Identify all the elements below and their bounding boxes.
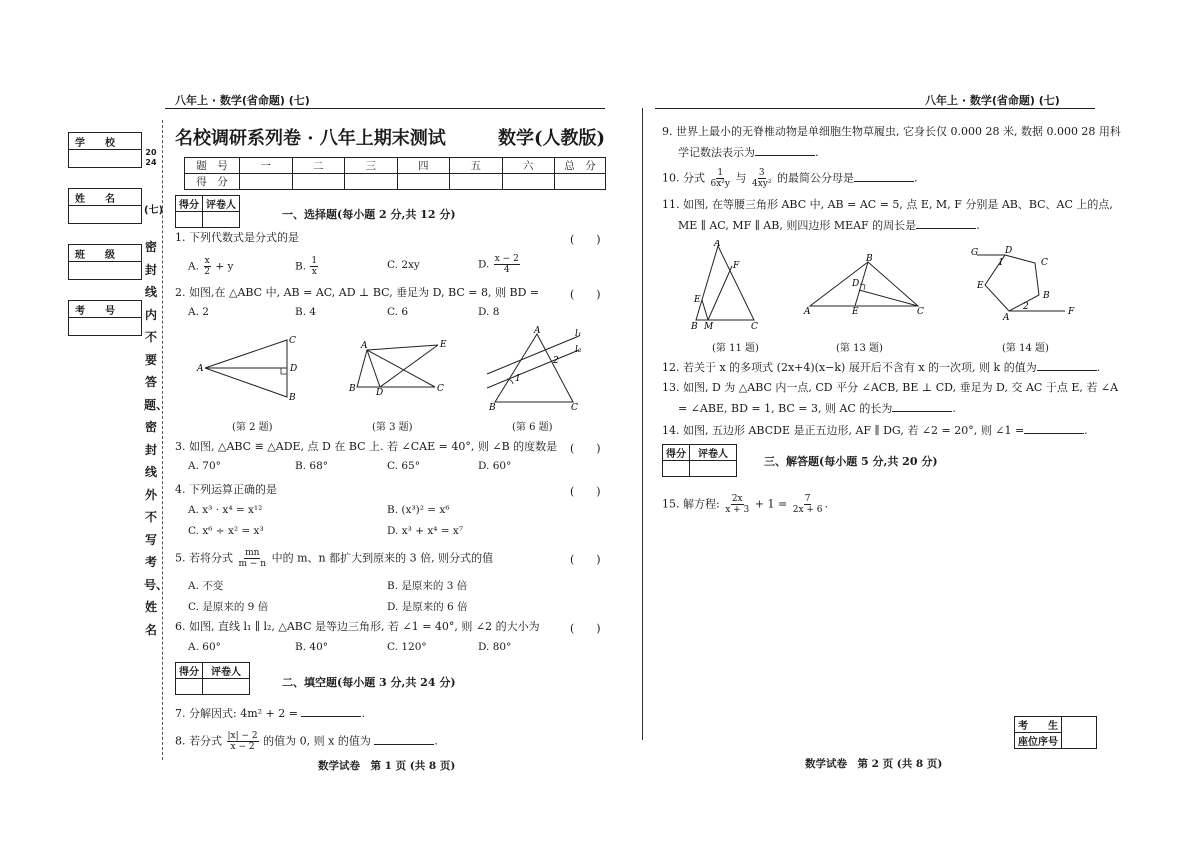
fig13-label-c: C bbox=[917, 307, 924, 317]
q6-option-a: A. 60° bbox=[188, 641, 221, 653]
fig2-label-b: B bbox=[289, 393, 296, 403]
fig14-label-c: C bbox=[1041, 258, 1048, 268]
grader-reviewer-cell[interactable] bbox=[203, 679, 250, 695]
grader-box-2 bbox=[175, 662, 250, 695]
fig14-label-b: B bbox=[1043, 291, 1050, 301]
q2-option-b: B. 4 bbox=[295, 306, 317, 318]
q2-option-a: A. 2 bbox=[188, 306, 209, 318]
q11-line1: 11. 如图, 在等腰三角形 ABC 中, AB = AC = 5, 点 E, M, F 分别是 AB、BC、AC 上的点, bbox=[662, 198, 1113, 211]
seat-label-2: 座位序号 bbox=[1015, 733, 1062, 749]
seal-line bbox=[162, 120, 163, 760]
q4-stem: 4. 下列运算正确的是 bbox=[175, 483, 277, 496]
page1-header: 八年上 · 数学(省命题) (七) bbox=[175, 94, 310, 107]
score-row-label: 得 分 bbox=[185, 174, 240, 190]
q7-stem: 7. 分解因式: 4m² + 2 = . bbox=[175, 707, 365, 720]
q3-stem: 3. 如图, △ABC ≌ △ADE, 点 D 在 BC 上. 若 ∠CAE = 40°, 则 ∠B 的度数是 bbox=[175, 440, 558, 453]
q1-answer[interactable]: ( ) bbox=[570, 233, 601, 246]
q6-answer[interactable]: ( ) bbox=[570, 622, 601, 635]
fig14-label-2: 2 bbox=[1023, 302, 1029, 312]
score-cell[interactable] bbox=[345, 174, 398, 190]
q6-option-b: B. 40° bbox=[295, 641, 329, 653]
grader-reviewer-label: 评卷人 bbox=[690, 445, 737, 461]
q12-answer-blank[interactable] bbox=[1037, 360, 1097, 371]
q10-stem: 10. 分式 $\frac{1}{\text{6x²y}}$ 与 $\frac{3}{\text{4xy²}}$ 的最简公分母是 . bbox=[662, 168, 918, 189]
fig3-label-a: A bbox=[361, 341, 368, 351]
q12-stem: 12. 若关于 x 的多项式 (2x+4)(x−k) 展开后不含有 x 的一次项, 则 k 的值为 . bbox=[662, 361, 1101, 374]
score-col: 总 分 bbox=[555, 158, 606, 174]
fig2-label-c: C bbox=[289, 336, 296, 346]
q5-option-a: A. 不变 bbox=[188, 580, 224, 592]
q7-answer-blank[interactable] bbox=[301, 706, 361, 717]
fig11-label-b: B bbox=[691, 322, 698, 332]
q1-stem: 1. 下列代数式是分式的是 bbox=[175, 231, 299, 244]
q9-line1: 9. 世界上最小的无脊椎动物是单细胞生物草履虫, 它身长仅 0.000 28 米, 数据 0.000 28 用科 bbox=[662, 125, 1121, 138]
figure-q14 bbox=[965, 243, 1075, 328]
side-year: 2024 bbox=[145, 148, 157, 167]
section-2-title: 二、填空题(每小题 3 分,共 24 分) bbox=[282, 676, 456, 689]
caption-q11: (第 11 题) bbox=[712, 343, 759, 354]
score-col: 一 bbox=[240, 158, 293, 174]
fig6-label-l1: l₁ bbox=[575, 329, 582, 339]
q3-option-a: A. 70° bbox=[188, 460, 221, 472]
section-3-title: 三、解答题(每小题 5 分,共 20 分) bbox=[764, 455, 938, 468]
q2-answer[interactable]: ( ) bbox=[570, 288, 601, 301]
fig11-label-a: A bbox=[714, 240, 721, 249]
q11-line2: ME ∥ AC, MF ∥ AB, 则四边形 MEAF 的周长是 . bbox=[678, 219, 980, 232]
score-header: 题 号 bbox=[185, 158, 240, 174]
exam-subject: 数学(人教版) bbox=[498, 128, 606, 149]
caption-q13: (第 13 题) bbox=[836, 343, 883, 354]
q2-option-d: D. 8 bbox=[478, 306, 500, 318]
q6-option-c: C. 120° bbox=[387, 641, 427, 653]
grader-reviewer-cell[interactable] bbox=[203, 212, 240, 228]
q1-option-b: B. $\frac{1}{x}$ bbox=[295, 256, 318, 277]
q15-stem: 15. 解方程: $\frac{2x}{x + 3}$ + 1 = $\frac{7}{2x + 6}$ . bbox=[662, 494, 829, 515]
q3-answer[interactable]: ( ) bbox=[570, 442, 601, 455]
q5-option-d: D. 是原来的 6 倍 bbox=[387, 601, 468, 613]
grader-score-label: 得分 bbox=[176, 196, 203, 212]
q5-option-b: B. 是原来的 3 倍 bbox=[387, 580, 468, 592]
score-col: 二 bbox=[292, 158, 345, 174]
fig6-label-1: 1 bbox=[515, 374, 521, 384]
caption-q6: (第 6 题) bbox=[512, 422, 553, 433]
q9-line2: 学记数法表示为 . bbox=[678, 146, 819, 159]
page2-header: 八年上 · 数学(省命题) (七) bbox=[925, 94, 1060, 107]
fig6-label-b: B bbox=[489, 403, 496, 411]
fig3-label-c: C bbox=[437, 384, 444, 394]
score-col: 四 bbox=[397, 158, 450, 174]
grader-score-cell[interactable] bbox=[176, 212, 203, 228]
grader-score-cell[interactable] bbox=[176, 679, 203, 695]
q4-option-a: A. x³ · x⁴ = x¹² bbox=[188, 504, 263, 516]
seat-number-cell[interactable] bbox=[1062, 717, 1097, 749]
score-cell[interactable] bbox=[240, 174, 293, 190]
fig2-label-d: D bbox=[290, 364, 298, 374]
fig13-label-b: B bbox=[866, 254, 873, 264]
seal-notice: 密封线内不要答题、密封线外不写考号、姓名 bbox=[144, 240, 169, 637]
class-label: 班 级 bbox=[69, 245, 141, 262]
fig3-label-d: D bbox=[376, 388, 384, 395]
q8-stem: 8. 若分式 $\frac{|x| - 2}{x - 2}$ 的值为 0, 则 x 的值为 . bbox=[175, 731, 438, 752]
side-volume: (七) bbox=[144, 205, 164, 216]
school-field[interactable] bbox=[68, 132, 142, 168]
q4-option-d: D. x³ + x⁴ = x⁷ bbox=[387, 525, 464, 537]
fig2-label-a: A bbox=[197, 364, 204, 374]
fig11-label-c: C bbox=[751, 322, 758, 332]
score-cell[interactable] bbox=[555, 174, 606, 190]
score-col: 五 bbox=[450, 158, 503, 174]
class-field[interactable] bbox=[68, 244, 142, 280]
q1-option-d: D. $\frac{x - 2}{4}$ bbox=[478, 254, 519, 275]
q13-answer-blank[interactable] bbox=[892, 401, 952, 412]
q8-answer-blank[interactable] bbox=[374, 734, 434, 745]
grader-box-1 bbox=[175, 195, 240, 228]
q6-stem: 6. 如图, 直线 l₁ ∥ l₂, △ABC 是等边三角形, 若 ∠1 = 40°, 则 ∠2 的大小为 bbox=[175, 620, 540, 633]
q5-stem: 5. 若将分式 $\frac{mn}{m - n}$ 中的 m、n 都扩大到原来的 3 倍, 则分式的值 bbox=[175, 548, 494, 569]
q4-option-b: B. (x³)² = x⁶ bbox=[387, 504, 450, 516]
grader-score-cell[interactable] bbox=[663, 461, 690, 477]
fig6-label-a: A bbox=[534, 326, 541, 336]
score-cell[interactable] bbox=[292, 174, 345, 190]
exam-number-field[interactable] bbox=[68, 300, 142, 336]
footer-page-2: 数学试卷 第 2 页 (共 8 页) bbox=[805, 758, 943, 770]
seat-label-1: 考 生 bbox=[1015, 717, 1062, 733]
fig11-label-f: F bbox=[733, 261, 740, 271]
fig14-label-f: F bbox=[1068, 307, 1075, 317]
fig14-label-a: A bbox=[1003, 313, 1010, 323]
q4-option-c: C. x⁶ ÷ x² = x³ bbox=[188, 525, 264, 537]
figure-q3 bbox=[345, 335, 455, 395]
q1-option-c: C. 2xy bbox=[387, 259, 420, 271]
score-cell[interactable] bbox=[397, 174, 450, 190]
q13-line1: 13. 如图, D 为 △ABC 内一点, CD 平分 ∠ACB, BE ⊥ CD, 垂足为 D, 交 AC 于点 E, 若 ∠A bbox=[662, 381, 1119, 394]
q6-option-d: D. 80° bbox=[478, 641, 512, 653]
page-divider bbox=[642, 108, 643, 740]
q13-line2: = ∠ABE, BD = 1, BC = 3, 则 AC 的长为 . bbox=[678, 402, 956, 415]
score-table bbox=[184, 157, 606, 190]
section-1-title: 一、选择题(每小题 2 分,共 12 分) bbox=[282, 208, 456, 221]
q14-answer-blank[interactable] bbox=[1024, 423, 1084, 434]
grader-box-3 bbox=[662, 444, 737, 477]
fig14-label-e: E bbox=[977, 281, 984, 291]
grader-reviewer-cell[interactable] bbox=[690, 461, 737, 477]
q9-answer-blank[interactable] bbox=[755, 145, 815, 156]
fig13-label-e: E bbox=[852, 307, 859, 317]
figure-q11 bbox=[688, 240, 768, 332]
q5-option-c: C. 是原来的 9 倍 bbox=[188, 601, 269, 613]
fig6-label-2: 2 bbox=[553, 356, 559, 366]
score-col: 六 bbox=[502, 158, 555, 174]
footer-page-1: 数学试卷 第 1 页 (共 8 页) bbox=[318, 760, 456, 772]
score-col: 三 bbox=[345, 158, 398, 174]
q14-stem: 14. 如图, 五边形 ABCDE 是正五边形, AF ∥ DG, 若 ∠2 = 20°, 则 ∠1 = . bbox=[662, 424, 1088, 437]
q3-option-d: D. 60° bbox=[478, 460, 512, 472]
school-label: 学 校 bbox=[69, 133, 141, 150]
header-rule-left bbox=[165, 108, 605, 109]
fig13-label-d: D bbox=[852, 279, 860, 289]
caption-q2: (第 2 题) bbox=[232, 422, 273, 433]
fig14-label-g: G bbox=[971, 248, 979, 258]
caption-q3: (第 3 题) bbox=[372, 422, 413, 433]
q1-option-a: A. $\frac{x}{2}$ + y bbox=[188, 256, 234, 277]
q4-answer[interactable]: ( ) bbox=[570, 485, 601, 498]
header-rule-right bbox=[655, 108, 1095, 109]
fig11-label-m: M bbox=[704, 322, 714, 332]
q3-option-b: B. 68° bbox=[295, 460, 329, 472]
fig11-label-e: E bbox=[694, 295, 701, 305]
q11-answer-blank[interactable] bbox=[916, 218, 976, 229]
grader-score-label: 得分 bbox=[663, 445, 690, 461]
fig6-label-c: C bbox=[571, 403, 578, 411]
name-label: 姓 名 bbox=[69, 189, 141, 206]
caption-q14: (第 14 题) bbox=[1002, 343, 1049, 354]
q10-answer-blank[interactable] bbox=[854, 171, 914, 182]
grader-reviewer-label: 评卷人 bbox=[203, 663, 250, 679]
fig14-label-1: 1 bbox=[998, 258, 1004, 268]
exam-number-label: 考 号 bbox=[69, 301, 141, 318]
score-cell[interactable] bbox=[502, 174, 555, 190]
fig14-label-d: D bbox=[1005, 246, 1013, 256]
grader-reviewer-label: 评卷人 bbox=[203, 196, 240, 212]
seat-number-box bbox=[1014, 716, 1097, 749]
fig3-label-b: B bbox=[349, 384, 356, 394]
fig6-label-l2: l₂ bbox=[575, 345, 582, 355]
grader-score-label: 得分 bbox=[176, 663, 203, 679]
figure-q2 bbox=[195, 330, 305, 405]
q2-option-c: C. 6 bbox=[387, 306, 409, 318]
q2-stem: 2. 如图,在 △ABC 中, AB = AC, AD ⊥ BC, 垂足为 D, BC = 8, 则 BD = bbox=[175, 286, 540, 299]
figure-q6 bbox=[485, 326, 590, 411]
q3-option-c: C. 65° bbox=[387, 460, 420, 472]
figure-q13 bbox=[800, 252, 935, 317]
fig13-label-a: A bbox=[804, 307, 811, 317]
fig3-label-e: E bbox=[440, 340, 447, 350]
score-cell[interactable] bbox=[450, 174, 503, 190]
q5-answer[interactable]: ( ) bbox=[570, 553, 601, 566]
name-field[interactable] bbox=[68, 188, 142, 224]
exam-title: 名校调研系列卷 · 八年上期末测试 bbox=[175, 128, 446, 149]
